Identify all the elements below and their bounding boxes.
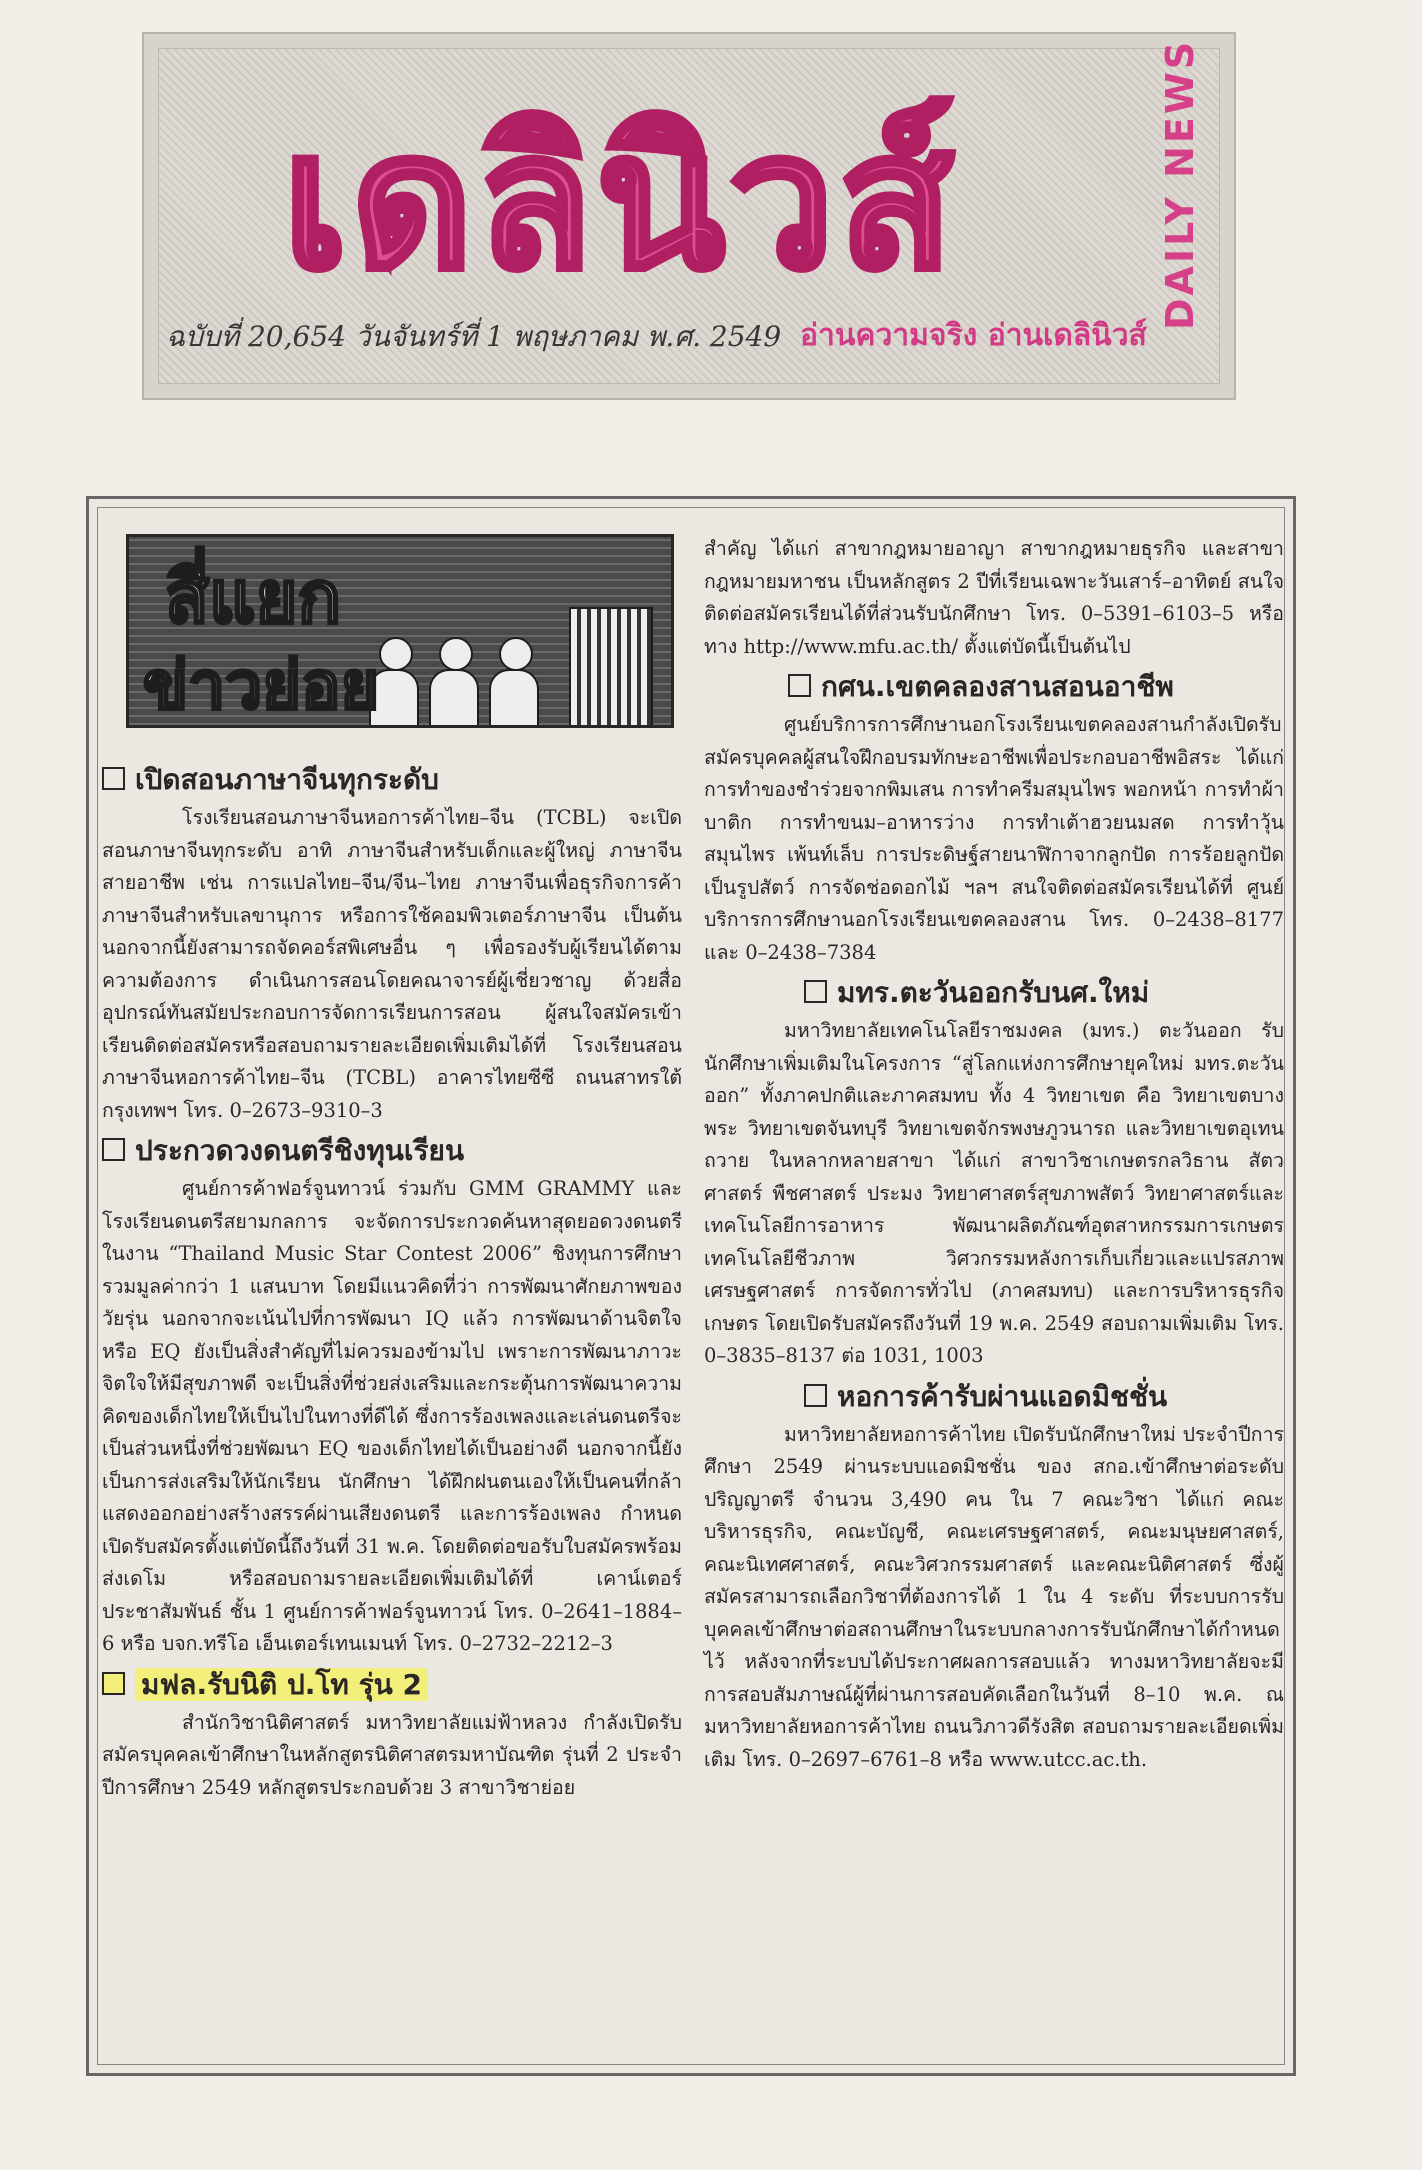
checkbox-icon <box>788 674 811 697</box>
article-heading: ประกวดวงดนตรีชิงทุนเรียน <box>102 1129 682 1173</box>
daily-news-tag <box>1150 40 1214 340</box>
article-body: ศูนย์บริการการศึกษานอกโรงเรียนเขตคลองสานกำลังเปิดรับสมัครบุคคลผู้สนใจฝึกอบรมทักษะอาชีพเพื่อประกอบอาชีพอิสระ ได้แก่ การทำของชำร่วยจากพิมเสน การทำครีมสมุนไพร พอกหน้า การทำผ้าบาติก การทำขนม–อาหารว่าง การทำเต้าฮวยนมสด การทำวุ้นสมุนไพร เพ้นท์เล็บ การประดิษฐ์สายนาฬิกาจากลูกปัด การร้อยลูกปัดเป็นรูปสัตว์ การจัดช่อดอกไม้ ฯลฯ สนใจติดต่อสมัครเรียนได้ที่ ศูนย์บริการการศึกษานอกโรงเรียนเขตคลองสาน โทร. 0–2438–8177 และ 0–2438–7384 <box>704 713 1284 964</box>
article-body-continued: สำคัญ ได้แก่ สาขากฎหมายอาญา สาขากฎหมายธุรกิจ และสาขากฎหมายมหาชน เป็นหลักสูตร 2 ปีที่เรียนเฉพาะวันเสาร์–อาทิตย์ สนใจติดต่อสมัครเรียนได้ที่ส่วนรับนักศึกษา โทร. 0–5391–6103–5 หรือทาง http://www.mfu.ac.th/ ตั้งแต่บัดนี้เป็นต้นไป <box>704 537 1284 658</box>
section-title-line2: ข่าวย่อย <box>143 647 380 724</box>
article-body: มหาวิทยาลัยเทคโนโลยีราชมงคล (มทร.) ตะวันออก รับนักศึกษาเพิ่มเติมในโครงการ “สู่โลกแห่งการศึกษายุคใหม่ มทร.ตะวันออก” ทั้งภาคปกติและภาคสมทบ ทั้ง 4 วิทยาเขต คือ วิทยาเขตบางพระ วิทยาเขตจันทบุรี วิทยาเขตจักรพงษภูวนารถ และวิทยาเขตอุเทนถวาย ในหลากหลายสาขา ได้แก่ สาขาวิชาเกษตรกลวิธาน สัตวศาสตร์ พืชศาสตร์ ประมง วิทยาศาสตร์สุขภาพสัตว์ วิทยาศาสตร์และเทคโนโลยีการอาหาร พัฒนาผลิตภัณฑ์อุตสาหกรรมการเกษตร เทคโนโลยีชีวภาพ วิศวกรรมหลังการเก็บเกี่ยวและแปรสภาพ เศรษฐศาสตร์ การจัดการทั่วไป (ภาคสมทบ) และการบริหารธุรกิจเกษตร โดยเปิดรับสมัครถึงวันที่ 19 พ.ค. 2549 สอบถามเพิ่มเติม โทร. 0–3835–8137 ต่อ 1031, 1003 <box>704 1019 1284 1367</box>
person-icon <box>489 637 539 725</box>
checkbox-icon <box>804 980 827 1003</box>
slogan: อ่านความจริง อ่านเดลินิวส์ <box>800 318 1147 353</box>
left-column <box>102 756 682 1804</box>
section-logo <box>126 534 674 728</box>
article-heading: เปิดสอนภาษาจีนทุกระดับ <box>102 758 682 802</box>
article-body: มหาวิทยาลัยหอการค้าไทย เปิดรับนักศึกษาใหม่ ประจำปีการศึกษา 2549 ผ่านระบบแอดมิชชั่น ของ สกอ.เข้าศึกษาต่อระดับปริญญาตรี จำนวน 3,490 คน ใน 7 คณะวิชา ได้แก่ คณะบริหารธุรกิจ, คณะบัญชี, คณะเศรษฐศาสตร์, คณะมนุษยศาสตร์, คณะนิเทศศาสตร์, คณะวิศวกรรมศาสตร์ และคณะนิติศาสตร์ ซึ่งผู้สมัครสามารถเลือกวิชาที่ต้องการได้ 1 ใน 4 ระดับ ที่ระบบการรับบุคคลเข้าศึกษาต่อสถานศึกษาในระบบกลางการรับนักศึกษาได้กำหนดไว้ หลังจากที่ระบบได้ประกาศผลการสอบแล้ว ทางมหาวิทยาลัยจะมีการสอบสัมภาษณ์ผู้ที่ผ่านการสอบคัดเลือกในวันที่ 8–10 พ.ค. ณ มหาวิทยาลัยหอการค้าไทย ถนนวิภาวดีรังสิต สอบถามรายละเอียดเพิ่มเติม โทร. 0–2697–6761–8 หรือ www.utcc.ac.th. <box>704 1422 1284 1771</box>
issue-line: ฉบับที่ 20,654 วันจันทร์ที่ 1 พฤษภาคม พ.ศ. 2549 <box>166 320 782 353</box>
podium-icon <box>569 607 653 728</box>
article-body: โรงเรียนสอนภาษาจีนหอการค้าไทย–จีน (TCBL) จะเปิดสอนภาษาจีนทุกระดับ อาทิ ภาษาจีนสำหรับเด็กและผู้ใหญ่ ภาษาจีนสายอาชีพ เช่น การแปลไทย–จีน/จีน–ไทย ภาษาจีนเพื่อธุรกิจการค้า ภาษาจีนสำหรับเลขานุการ หรือการใช้คอมพิวเตอร์ภาษาจีน เป็นต้น นอกจากนี้ยังสามารถจัดคอร์สพิเศษอื่น ๆ เพื่อรองรับผู้เรียนได้ตามความต้องการ ดำเนินการสอนโดยคณาจารย์ผู้เชี่ยวชาญ ด้วยสื่ออุปกรณ์ทันสมัยประกอบการจัดการเรียนการสอน ผู้สนใจสมัครเข้าเรียนติดต่อสมัครหรือสอบถามรายละเอียดเพิ่มเติมได้ที่ โรงเรียนสอนภาษาจีนหอการค้าไทย–จีน (TCBL) อาคารไทยซีซี ถนนสาทรใต้ กรุงเทพฯ โทร. 0–2673–9310–3 <box>102 806 682 1122</box>
daily-news-text: DAILY NEWS <box>1158 38 1202 330</box>
article-body: สำนักวิชานิติศาสตร์ มหาวิทยาลัยแม่ฟ้าหลวง กำลังเปิดรับสมัครบุคคลเข้าศึกษาในหลักสูตรนิติศาสตรมหาบัณฑิต รุ่นที่ 2 ประจำปีการศึกษา 2549 หลักสูตรประกอบด้วย 3 สาขาวิชาย่อย <box>102 1710 682 1799</box>
checkbox-icon <box>102 1138 125 1161</box>
article-heading: มทร.ตะวันออกรับนศ.ใหม่ <box>704 971 1284 1015</box>
checkbox-icon <box>102 767 125 790</box>
newspaper-logo: เดลินิวส์ <box>282 92 958 311</box>
article-heading: มฟล.รับนิติ ป.โท รุ่น 2 <box>102 1663 682 1707</box>
article-heading: หอการค้ารับผ่านแอดมิชชั่น <box>704 1375 1284 1419</box>
checkbox-icon <box>804 1384 827 1407</box>
checkbox-icon <box>102 1672 125 1695</box>
right-column <box>704 533 1284 1776</box>
article-heading: กศน.เขตคลองสานสอนอาชีพ <box>704 665 1284 709</box>
person-icon <box>429 637 479 725</box>
section-title-line1: สี่แยก <box>165 555 342 639</box>
article-body: ศูนย์การค้าฟอร์จูนทาวน์ ร่วมกับ GMM GRAMMY และโรงเรียนดนตรีสยามกลการ จะจัดการประกวดค้นหาสุดยอดวงดนตรี ในงาน “Thailand Music Star Contest 2006” ชิงทุนการศึกษารวมมูลค่ากว่า 1 แสนบาท โดยมีแนวคิดที่ว่า การพัฒนาศักยภาพของวัยรุ่น นอกจากจะเน้นไปที่การพัฒนา IQ แล้ว การพัฒนาด้านจิตใจ หรือ EQ ยังเป็นสิ่งสำคัญที่ไม่ควรมองข้ามไป เพราะการพัฒนาภาวะจิตใจให้มีสุขภาพดี จะเป็นสิ่งที่ช่วยส่งเสริมและกระตุ้นการพัฒนาความคิดของเด็กไทยให้เป็นไปในทางที่ดีได้ ซึ่งการร้องเพลงและเล่นดนตรีจะเป็นส่วนหนึ่งที่ช่วยพัฒนา EQ ของเด็กไทยได้เป็นอย่างดี นอกจากนี้ยังเป็นการส่งเสริมให้นักเรียน นักศึกษา ได้ฝึกฝนตนเองให้เป็นคนที่กล้าแสดงออกอย่างสร้างสรรค์ผ่านเสียงดนตรี และการร้องเพลง กำหนดเปิดรับสมัครตั้งแต่บัดนี้ถึงวันที่ 31 พ.ค. โดยติดต่อขอรับใบสมัครพร้อมส่งเดโม หรือสอบถามรายละเอียดเพิ่มเติมได้ที่ เคาน์เตอร์ประชาสัมพันธ์ ชั้น 1 ศูนย์การค้าฟอร์จูนทาวน์ โทร. 0–2641–1884–6 หรือ บจก.ทรีโอ เอ็นเตอร์เทนเมนท์ โทร. 0–2732–2212–3 <box>102 1177 682 1655</box>
